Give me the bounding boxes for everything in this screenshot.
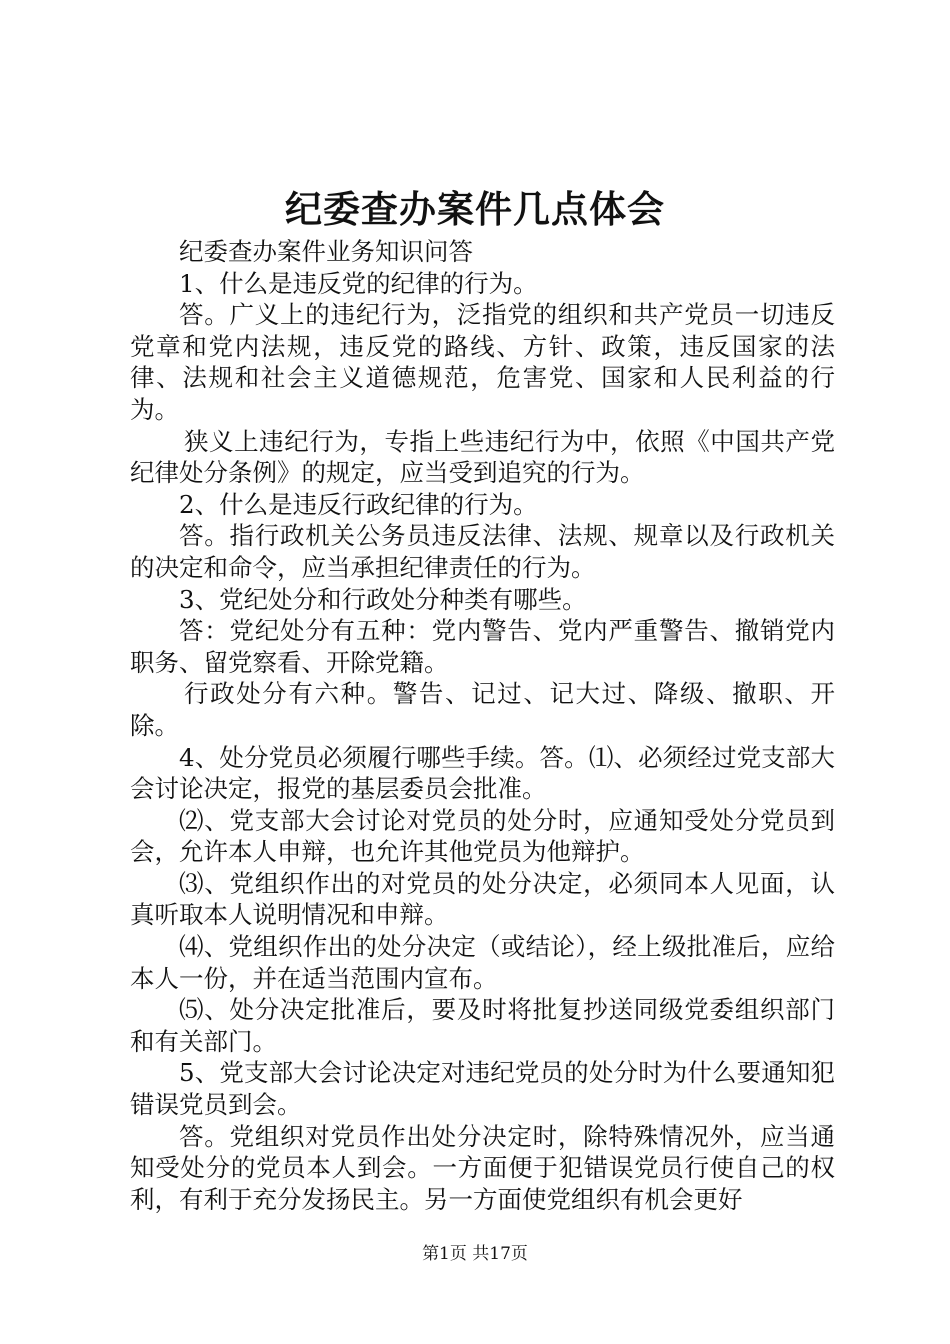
paragraph: ⑶、党组织作出的对党员的处分决定，必须同本人见面，认真听取本人说明情况和申辩。 [130, 868, 835, 930]
paragraph: 5、党支部大会讨论决定对违纪党员的处分时为什么要通知犯错误党员到会。 [130, 1058, 835, 1120]
paragraph: 行政处分有六种。警告、记过、记大过、降级、撤职、开除。 [130, 679, 835, 740]
paragraph: ⑵、党支部大会讨论对党员的处分时，应通知受处分党员到会，允许本人申辩，也允许其他党员为他辩护。 [130, 805, 835, 867]
paragraph: 3、党纪处分和行政处分种类有哪些。 [179, 584, 587, 614]
paragraph: 答：党纪处分有五种：党内警告、党内严重警告、撤销党内职务、留党察看、开除党籍。 [130, 616, 835, 677]
paragraph: 4、处分党员必须履行哪些手续。答。⑴、必须经过党支部大会讨论决定，报党的基层委员会批准。 [130, 742, 835, 804]
paragraph: 2、什么是违反行政纪律的行为。 [179, 489, 538, 519]
paragraph: 答。党组织对党员作出处分决定时，除特殊情况外，应当通知受处分的党员本人到会。一方面便于犯错误党员行使自己的权利，有利于充分发扬民主。另一方面使党组织有机会更好 [130, 1121, 835, 1214]
document-title: 纪委查办案件几点体会 [285, 187, 665, 231]
paragraph: 狭义上违纪行为，专指上些违纪行为中，依照《中国共产党纪律处分条例》的规定，应当受到追究的行为。 [130, 426, 835, 488]
paragraph: ⑷、党组织作出的处分决定（或结论），经上级批准后，应给本人一份，并在适当范围内宣布。 [130, 932, 835, 993]
paragraph: ⑸、处分决定批准后，要及时将批复抄送同级党委组织部门和有关部门。 [130, 995, 835, 1056]
page-number: 第1页 共17页 [422, 1244, 528, 1264]
document-body [130, 236, 835, 1215]
paragraph: 纪委查办案件业务知识问答 [179, 237, 473, 266]
paragraph: 答。广义上的违纪行为，泛指党的组织和共产党员一切违反党章和党内法规，违反党的路线、方针、政策，违反国家的法律、法规和社会主义道德规范，危害党、国家和人民利益的行为。 [130, 300, 835, 424]
paragraph: 1、什么是违反党的纪律的行为。 [179, 268, 538, 298]
paragraph: 答。指行政机关公务员违反法律、法规、规章以及行政机关的决定和命令，应当承担纪律责任的行为。 [130, 521, 835, 582]
